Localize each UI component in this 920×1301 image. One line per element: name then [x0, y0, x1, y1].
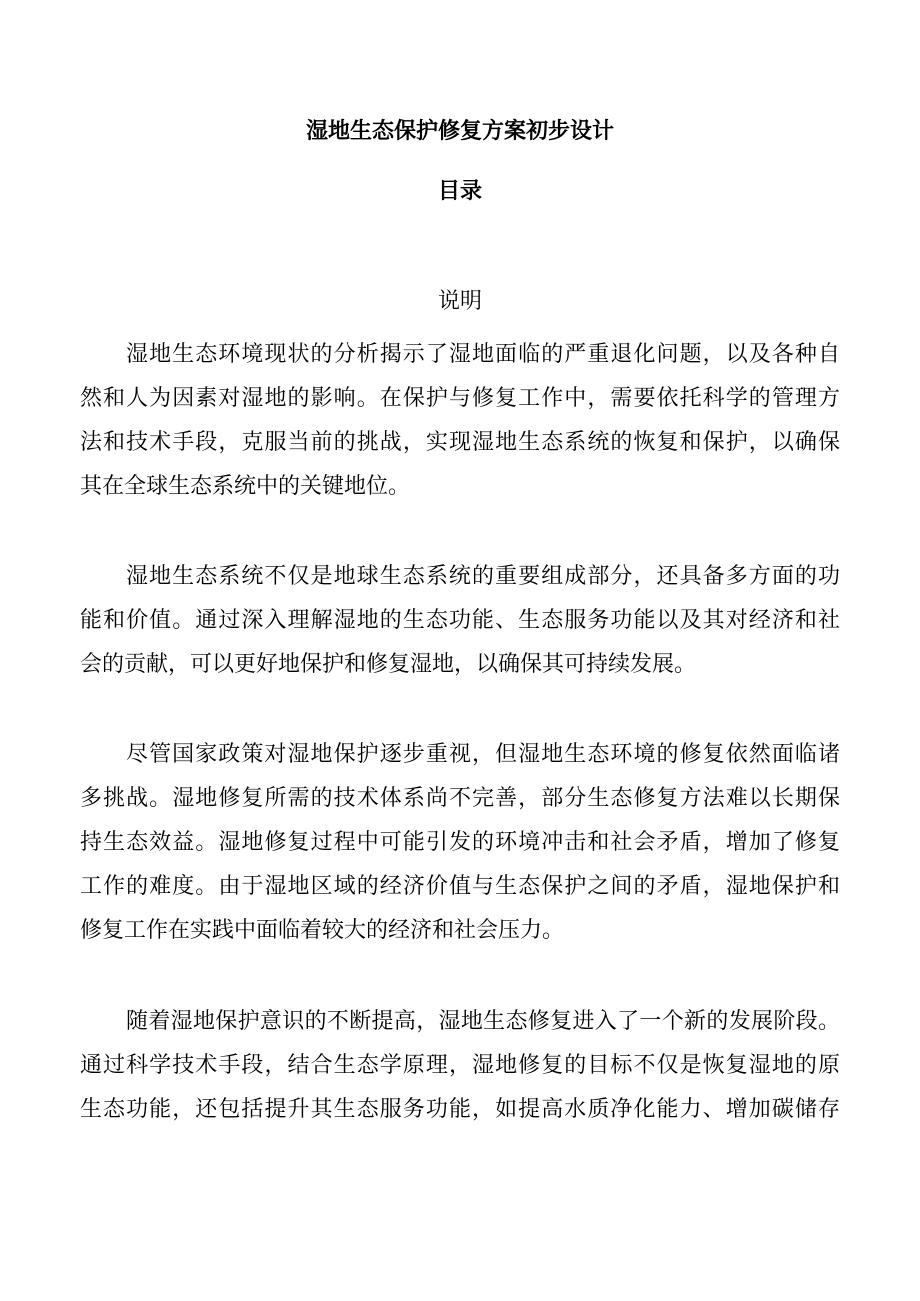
paragraph-line: 持生态效益。湿地修复过程中可能引发的环境冲击和社会矛盾，增加了修复 — [80, 830, 840, 855]
paragraph-line: 然和人为因素对湿地的影响。在保护与修复工作中，需要依托科学的管理方 — [80, 386, 840, 411]
paragraph-line: 尽管国家政策对湿地保护逐步重视，但湿地生态环境的修复依然面临诸 — [126, 742, 840, 767]
paragraph-line: 生态功能，还包括提升其生态服务功能，如提高水质净化能力、增加碳储存 — [80, 1097, 840, 1122]
paragraph-line: 其在全球生态系统中的关键地位。 — [80, 474, 411, 499]
paragraph-line: 湿地生态系统不仅是地球生态系统的重要组成部分，还具备多方面的功 — [126, 564, 840, 589]
paragraph-line: 会的贡献，可以更好地保护和修复湿地，以确保其可持续发展。 — [80, 652, 697, 677]
section-heading: 说明 — [437, 289, 482, 314]
body-paragraph — [80, 733, 840, 953]
paragraph-line: 能和价值。通过深入理解湿地的生态功能、生态服务功能以及其对经济和社 — [80, 608, 840, 633]
paragraph-line: 通过科学技术手段，结合生态学原理，湿地修复的目标不仅是恢复湿地的原 — [80, 1053, 840, 1078]
paragraph-line: 多挑战。湿地修复所需的技术体系尚不完善，部分生态修复方法难以长期保 — [80, 786, 840, 811]
body-paragraph — [80, 1000, 840, 1132]
paragraph-line: 法和技术手段，克服当前的挑战，实现湿地生态系统的恢复和保护，以确保 — [80, 430, 840, 455]
paragraph-line: 随着湿地保护意识的不断提高，湿地生态修复进入了一个新的发展阶段。 — [126, 1009, 840, 1034]
body-paragraph — [80, 333, 840, 509]
toc-heading: 目录 — [437, 179, 482, 204]
paragraph-line: 修复工作在实践中面临着较大的经济和社会压力。 — [80, 918, 565, 943]
paragraph-line: 工作的难度。由于湿地区域的经济价值与生态保护之间的矛盾，湿地保护和 — [80, 874, 840, 899]
paragraph-line: 湿地生态环境现状的分析揭示了湿地面临的严重退化问题，以及各种自 — [126, 342, 840, 367]
body-paragraph — [80, 555, 840, 687]
document-title: 湿地生态保护修复方案初步设计 — [305, 119, 614, 144]
